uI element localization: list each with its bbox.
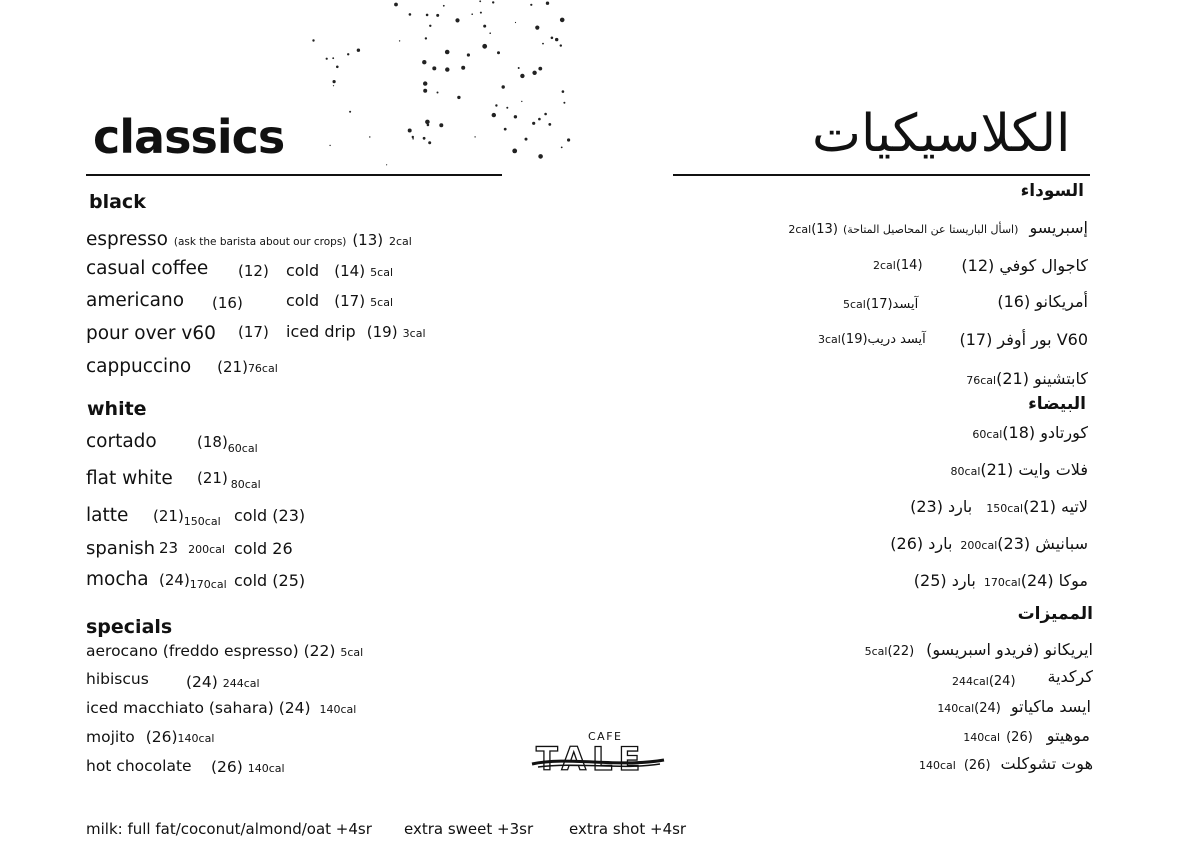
item-calories: 244cal [952, 675, 989, 688]
item-note: (ask the barista about our crops) [173, 236, 347, 248]
speckle-dot [347, 53, 349, 55]
speckle-dot [445, 67, 449, 71]
speckle-dot [412, 138, 414, 140]
speckle-dot [544, 113, 547, 116]
speckle-dot [502, 85, 505, 88]
item-calories: 150cal [986, 502, 1024, 515]
menu-item-cortado-price [197, 433, 258, 455]
logo-cafe-text: CAFE [588, 730, 623, 743]
menu-item-v60-ar: V60 بور أوفر (17) [959, 330, 1088, 349]
speckle-dot [443, 5, 445, 7]
item-calories: 140cal [963, 731, 1001, 744]
section-heading-specials-ar: المميزات [1017, 604, 1093, 624]
item-name: فلات وايت (21) [980, 460, 1088, 479]
menu-item-aerocano [86, 642, 363, 660]
menu-item-mocha-name: mocha [86, 569, 149, 590]
speckle-dot [386, 164, 387, 165]
speckle-dot [445, 50, 450, 55]
speckle-dot [436, 14, 439, 17]
menu-item-casual-coffee-price: (12) [238, 262, 269, 280]
menu-item-cappuccino-ar [966, 369, 1088, 388]
speckle-dot [429, 25, 431, 27]
item-name: mojito [86, 728, 135, 746]
item-calories: 2cal [873, 259, 896, 272]
item-name: كورتادو (18) [1002, 423, 1088, 442]
speckle-dot [555, 38, 558, 41]
speckle-dot [329, 145, 330, 146]
section-heading-black-ar: السوداء [1020, 181, 1084, 201]
title-underline-ar [673, 174, 1090, 176]
item-name: iced macchiato (sahara) [86, 699, 274, 717]
item-name: إسبريسو [1029, 218, 1088, 237]
item-price: (24) [988, 674, 1016, 689]
speckle-dot [467, 53, 470, 56]
speckle-dot [563, 102, 565, 104]
speckle-dot [515, 22, 516, 23]
speckle-dot [506, 107, 508, 109]
item-calories: 5cal [370, 296, 394, 309]
speckle-dot [333, 80, 336, 83]
menu-item-pour-over-price: (17) [238, 323, 269, 341]
item-calories: 2cal [389, 235, 412, 248]
speckle-dot [518, 67, 520, 69]
speckle-dot [560, 18, 565, 23]
menu-item-mocha-ar [914, 571, 1088, 590]
item-calories: 170cal [983, 576, 1021, 589]
speckle-dot [482, 44, 487, 49]
item-price: (24) [974, 701, 1001, 716]
speckle-dot [538, 67, 542, 71]
speckle-dot [514, 115, 517, 118]
item-calories: 5cal [843, 298, 866, 311]
item-price: (21) [153, 507, 184, 525]
menu-item-pour-over-iced [286, 322, 426, 341]
menu-item-americano-cold [286, 291, 393, 310]
menu-item-americano-price: (16) [212, 294, 243, 312]
speckle-dot [399, 40, 400, 41]
speckle-dot [349, 111, 351, 113]
speckle-dot [504, 128, 507, 131]
speckle-dot [512, 149, 517, 154]
item-price: 23 [159, 539, 179, 557]
menu-item-spanish-price [159, 539, 225, 557]
item-name: ايسد ماكياتو [1010, 697, 1091, 716]
menu-item-spanish-name: spanish [86, 538, 156, 559]
item-name: موهيتو [1046, 726, 1090, 745]
menu-item-iced-macchiato [86, 699, 356, 717]
speckle-dot [423, 89, 427, 93]
menu-item-pour-over-name: pour over v60 [86, 323, 216, 344]
speckle-dot [551, 37, 554, 40]
item-calories: 140cal [918, 759, 956, 772]
speckle-dot [521, 101, 522, 102]
item-price: (26) [145, 728, 178, 746]
speckle-dot [455, 18, 459, 22]
menu-item-cortado-name: cortado [86, 431, 157, 452]
menu-item-flat-white-name: flat white [86, 468, 173, 489]
section-heading-specials: specials [86, 616, 173, 638]
cold-price: (14) [334, 262, 366, 280]
item-calories: 80cal [230, 478, 261, 491]
speckle-dot [561, 147, 563, 149]
speckle-dot [530, 4, 532, 6]
item-calories: 170cal [189, 578, 227, 591]
menu-item-hibiscus-name: hibiscus [86, 670, 149, 688]
speckle-dot [483, 25, 486, 28]
speckle-dot [333, 85, 334, 86]
section-heading-black: black [89, 191, 146, 213]
item-calories: 150cal [183, 515, 221, 528]
item-price: (22) [303, 642, 336, 660]
iced-price: (19) [366, 323, 398, 341]
logo-tale-text: TALE [536, 740, 647, 778]
cold-price: (17) [334, 292, 366, 310]
speckle-dot [439, 123, 443, 127]
menu-item-latte-price [153, 507, 221, 528]
menu-item-latte-cold: cold (23) [234, 506, 306, 525]
cold-price: (14) [895, 258, 923, 273]
item-name: cappuccino [86, 356, 192, 377]
menu-item-hot-chocolate-name: hot chocolate [86, 757, 192, 775]
speckle-dot [495, 104, 497, 106]
speckle-dot [461, 66, 465, 70]
cold-price: آيسد(17) [865, 297, 919, 312]
speckle-dot [332, 57, 334, 59]
menu-item-aerocano-ar [865, 640, 1093, 659]
item-price: (21) [197, 469, 228, 487]
menu-item-hibiscus-ar-price [952, 674, 1016, 689]
item-name: سبانيش (23) [997, 534, 1088, 553]
menu-item-spanish-ar [890, 534, 1088, 553]
speckle-dot [538, 118, 541, 121]
menu-item-casual-coffee-cold [286, 261, 393, 280]
speckle-dot [525, 138, 528, 141]
item-name: لاتيه (21) [1023, 497, 1088, 516]
speckle-dot [474, 136, 475, 137]
item-name: هوت تشوكلت [1000, 754, 1093, 773]
speckle-dot [560, 44, 562, 46]
cold-price: بارد (26) [890, 534, 953, 553]
menu-item-mocha-price [159, 571, 227, 589]
speckle-dot [479, 0, 481, 2]
item-calories: 5cal [370, 266, 394, 279]
speckle-dot [489, 32, 491, 34]
item-calories: 60cal [972, 428, 1003, 441]
menu-item-casual-coffee-name: casual coffee [86, 258, 209, 279]
speckle-dot [535, 26, 539, 30]
speckle-dot [312, 39, 314, 41]
item-price: (26) [1006, 730, 1033, 745]
item-calories: 80cal [950, 465, 981, 478]
menu-item-americano-ar: أمريكانو (16) [997, 292, 1088, 311]
speckle-dot [497, 51, 500, 54]
item-calories: 60cal [227, 442, 258, 455]
cold-label: cold [286, 291, 320, 310]
menu-item-mojito [86, 728, 214, 746]
speckle-dot [457, 96, 460, 99]
item-name: كابتشينو (21) [996, 369, 1088, 388]
cold-price: بارد (25) [913, 571, 976, 590]
cold-price: بارد (23) [910, 497, 973, 516]
item-calories: 3cal [818, 333, 841, 346]
item-calories: 2cal [788, 223, 812, 236]
menu-item-hot-chocolate-ar [919, 754, 1093, 773]
speckle-dot [423, 137, 426, 140]
speckle-dot [425, 37, 427, 39]
item-calories: 140cal [319, 703, 357, 716]
item-calories: 200cal [188, 543, 225, 556]
item-name: aerocano (freddo espresso) [86, 642, 299, 660]
item-calories: 200cal [960, 539, 998, 552]
cold-label: cold [286, 261, 320, 280]
speckle-dot [423, 81, 427, 85]
menu-item-flat-white-ar [951, 460, 1088, 479]
speckle-dot [437, 92, 439, 94]
speckle-dot [548, 123, 551, 126]
section-heading-white-ar: البيضاء [1028, 394, 1086, 414]
speckle-dot [427, 124, 430, 127]
speckle-dot [409, 13, 412, 16]
item-name: espresso [86, 229, 168, 250]
menu-item-hot-chocolate-price [211, 758, 285, 776]
item-price: (24) [186, 673, 218, 691]
speckle-dot [357, 49, 360, 52]
menu-item-spanish-cold: cold 26 [234, 539, 293, 558]
item-price: (13) [811, 222, 838, 237]
logo-brush-stroke [528, 752, 668, 772]
item-price: (24) [278, 699, 311, 717]
speckle-dot [369, 136, 370, 137]
speckle-dot [326, 58, 328, 60]
speckle-dot [492, 113, 496, 117]
speckle-dot [428, 141, 431, 144]
item-name: ايريكانو (فريدو اسبريسو) [926, 640, 1093, 659]
menu-item-americano-cold-ar [843, 297, 918, 312]
item-calories: 3cal [402, 327, 426, 340]
speckle-dot [336, 66, 339, 69]
menu-item-espresso-ar [788, 218, 1088, 237]
menu-item-cortado-ar [972, 423, 1088, 442]
item-calories: 5cal [864, 645, 888, 658]
menu-item-mocha-cold: cold (25) [234, 571, 306, 590]
item-price: (21) [217, 358, 248, 376]
menu-item-iced-macchiato-ar [937, 697, 1091, 716]
item-name: موكا (24) [1020, 571, 1088, 590]
speckle-dot [567, 138, 570, 141]
decorative-speckle [290, 0, 590, 170]
page-title-ar: الكلاسيكيات [812, 104, 1071, 164]
menu-item-casual-coffee-ar: كاجوال كوفي (12) [961, 256, 1088, 275]
item-calories: 244cal [222, 677, 260, 690]
speckle-dot [480, 12, 482, 14]
item-price: (22) [887, 644, 915, 659]
speckle-dot [425, 120, 430, 125]
item-note: (اسأل الباريستا عن المحاصيل المتاحة) [843, 223, 1019, 236]
menu-item-mojito-ar [963, 726, 1090, 745]
menu-item-americano-name: americano [86, 290, 185, 311]
item-price: (24) [159, 571, 190, 589]
speckle-dot [520, 74, 524, 78]
page-title-en: classics [93, 110, 285, 164]
speckle-dot [492, 1, 494, 3]
item-calories: 140cal [247, 762, 285, 775]
speckle-dot [538, 154, 543, 159]
speckle-dot [412, 136, 414, 138]
speckle-dot [394, 3, 398, 7]
item-calories: 76cal [966, 374, 997, 387]
speckle-dot [532, 122, 535, 125]
item-price: (26) [963, 758, 991, 773]
footer-extra-sweet: extra sweet +3sr [404, 820, 534, 838]
speckle-dot [532, 71, 536, 75]
menu-item-espresso [86, 229, 412, 250]
item-price: (18) [197, 433, 228, 451]
menu-item-flat-white-price [197, 469, 261, 491]
menu-item-cappuccino [86, 356, 278, 377]
footer-milk-options: milk: full fat/coconut/almond/oat +4sr [86, 820, 372, 838]
item-calories: 5cal [340, 646, 364, 659]
speckle-dot [408, 129, 412, 133]
item-calories: 140cal [937, 702, 975, 715]
speckle-dot [562, 90, 565, 93]
speckle-dot [426, 14, 429, 17]
iced-label: iced drip [286, 322, 356, 341]
title-underline-en [86, 174, 502, 176]
speckle-dot [471, 13, 473, 15]
item-price: (13) [352, 231, 384, 249]
menu-item-hibiscus-price [186, 673, 260, 691]
menu-item-casual-coffee-cold-ar [873, 258, 923, 273]
speckle-dot [432, 66, 436, 70]
speckle-dot [546, 2, 549, 5]
menu-item-latte-ar [910, 497, 1088, 516]
menu-item-latte-name: latte [86, 505, 129, 526]
menu-item-iced-drip-ar [818, 332, 926, 347]
iced-price: آيسد دريب(19) [840, 332, 926, 347]
footer-extra-shot: extra shot +4sr [569, 820, 687, 838]
item-calories: 76cal [247, 362, 278, 375]
item-price: (26) [211, 758, 243, 776]
section-heading-white: white [87, 398, 147, 420]
menu-item-hibiscus-ar-name: كركدية [1047, 667, 1093, 686]
item-calories: 140cal [177, 732, 215, 745]
speckle-dot [542, 43, 544, 45]
speckle-dot [422, 60, 426, 64]
